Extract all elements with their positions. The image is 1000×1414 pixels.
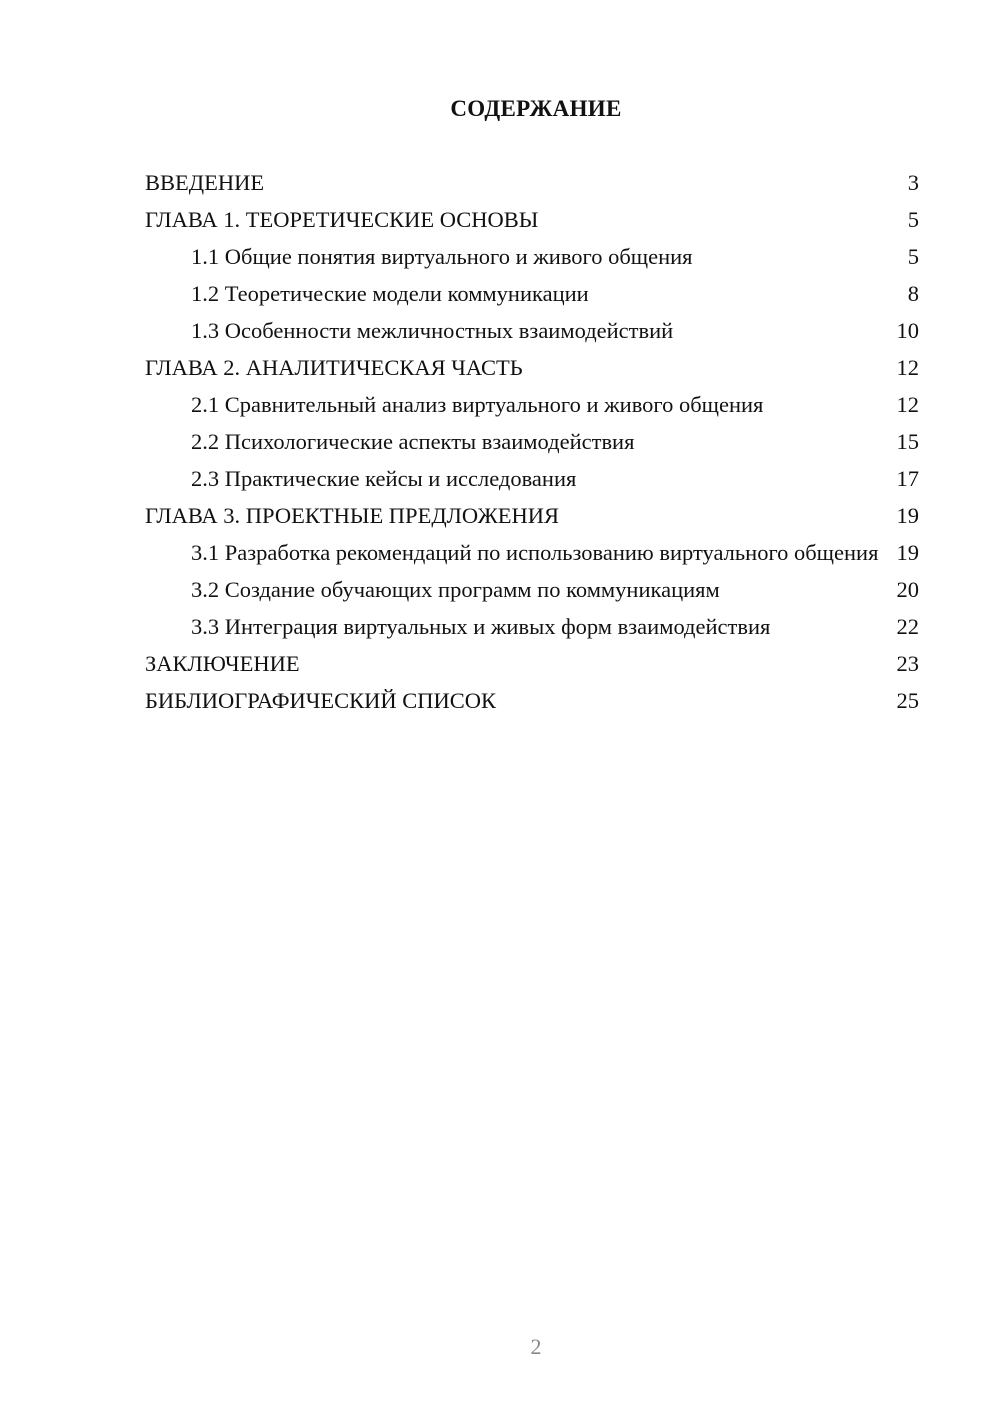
toc-entry-page: 25 xyxy=(896,688,919,713)
toc-entry-page: 19 xyxy=(896,540,919,565)
page-number: 2 xyxy=(530,1334,542,1359)
toc-entry-title: 1.1 Общие понятия виртуального и живого общения xyxy=(191,244,693,269)
toc-entry xyxy=(145,281,919,307)
toc-entry xyxy=(145,540,919,566)
toc-entry-page: 17 xyxy=(896,466,919,491)
toc-entry xyxy=(145,318,919,344)
toc-entry xyxy=(145,392,919,418)
toc-entry xyxy=(145,429,919,455)
toc-entry-title: БИБЛИОГРАФИЧЕСКИЙ СПИСОК xyxy=(145,688,497,713)
toc-entry-page: 23 xyxy=(896,651,919,676)
toc-entry-page: 5 xyxy=(907,207,919,232)
toc-entry-title: 2.1 Сравнительный анализ виртуального и живого общения xyxy=(191,392,764,417)
toc-entry-title: 2.2 Психологические аспекты взаимодействия xyxy=(191,429,635,454)
toc-entry-page: 12 xyxy=(896,392,919,417)
toc-entry-page: 22 xyxy=(896,614,919,639)
toc-heading: СОДЕРЖАНИЕ xyxy=(450,96,622,121)
toc-entry-page: 5 xyxy=(907,244,919,269)
toc-entry xyxy=(145,244,919,270)
toc-entry-page: 19 xyxy=(896,503,919,528)
toc-entry-page: 15 xyxy=(896,429,919,454)
toc-entry xyxy=(145,577,919,603)
table-of-contents xyxy=(145,170,919,725)
toc-entry-page: 10 xyxy=(896,318,919,343)
toc-entry-title: ГЛАВА 3. ПРОЕКТНЫЕ ПРЕДЛОЖЕНИЯ xyxy=(145,503,560,528)
toc-entry xyxy=(145,207,919,233)
toc-entry-page: 12 xyxy=(896,355,919,380)
toc-entry-title: ГЛАВА 1. ТЕОРЕТИЧЕСКИЕ ОСНОВЫ xyxy=(145,207,539,232)
toc-entry-page: 8 xyxy=(907,281,919,306)
toc-entry xyxy=(145,688,919,714)
toc-entry xyxy=(145,466,919,492)
toc-entry xyxy=(145,503,919,529)
toc-entry-title: 3.3 Интеграция виртуальных и живых форм взаимодействия xyxy=(191,614,771,639)
toc-entry-title: 2.3 Практические кейсы и исследования xyxy=(191,466,577,491)
toc-entry-title: ВВЕДЕНИЕ xyxy=(145,170,265,195)
toc-entry-page: 3 xyxy=(907,170,919,195)
toc-entry xyxy=(145,614,919,640)
toc-entry-title: 3.2 Создание обучающих программ по коммуникациям xyxy=(191,577,720,602)
toc-entry xyxy=(145,651,919,677)
toc-entry-page: 20 xyxy=(896,577,919,602)
toc-entry-title: ЗАКЛЮЧЕНИЕ xyxy=(145,651,300,676)
toc-entry-title: 1.3 Особенности межличностных взаимодействий xyxy=(191,318,674,343)
toc-entry xyxy=(145,355,919,381)
toc-entry xyxy=(145,170,919,196)
toc-entry-title: ГЛАВА 2. АНАЛИТИЧЕСКАЯ ЧАСТЬ xyxy=(145,355,523,380)
toc-entry-title: 3.1 Разработка рекомендаций по использованию виртуального общения xyxy=(191,540,879,565)
toc-entry-title: 1.2 Теоретические модели коммуникации xyxy=(191,281,589,306)
